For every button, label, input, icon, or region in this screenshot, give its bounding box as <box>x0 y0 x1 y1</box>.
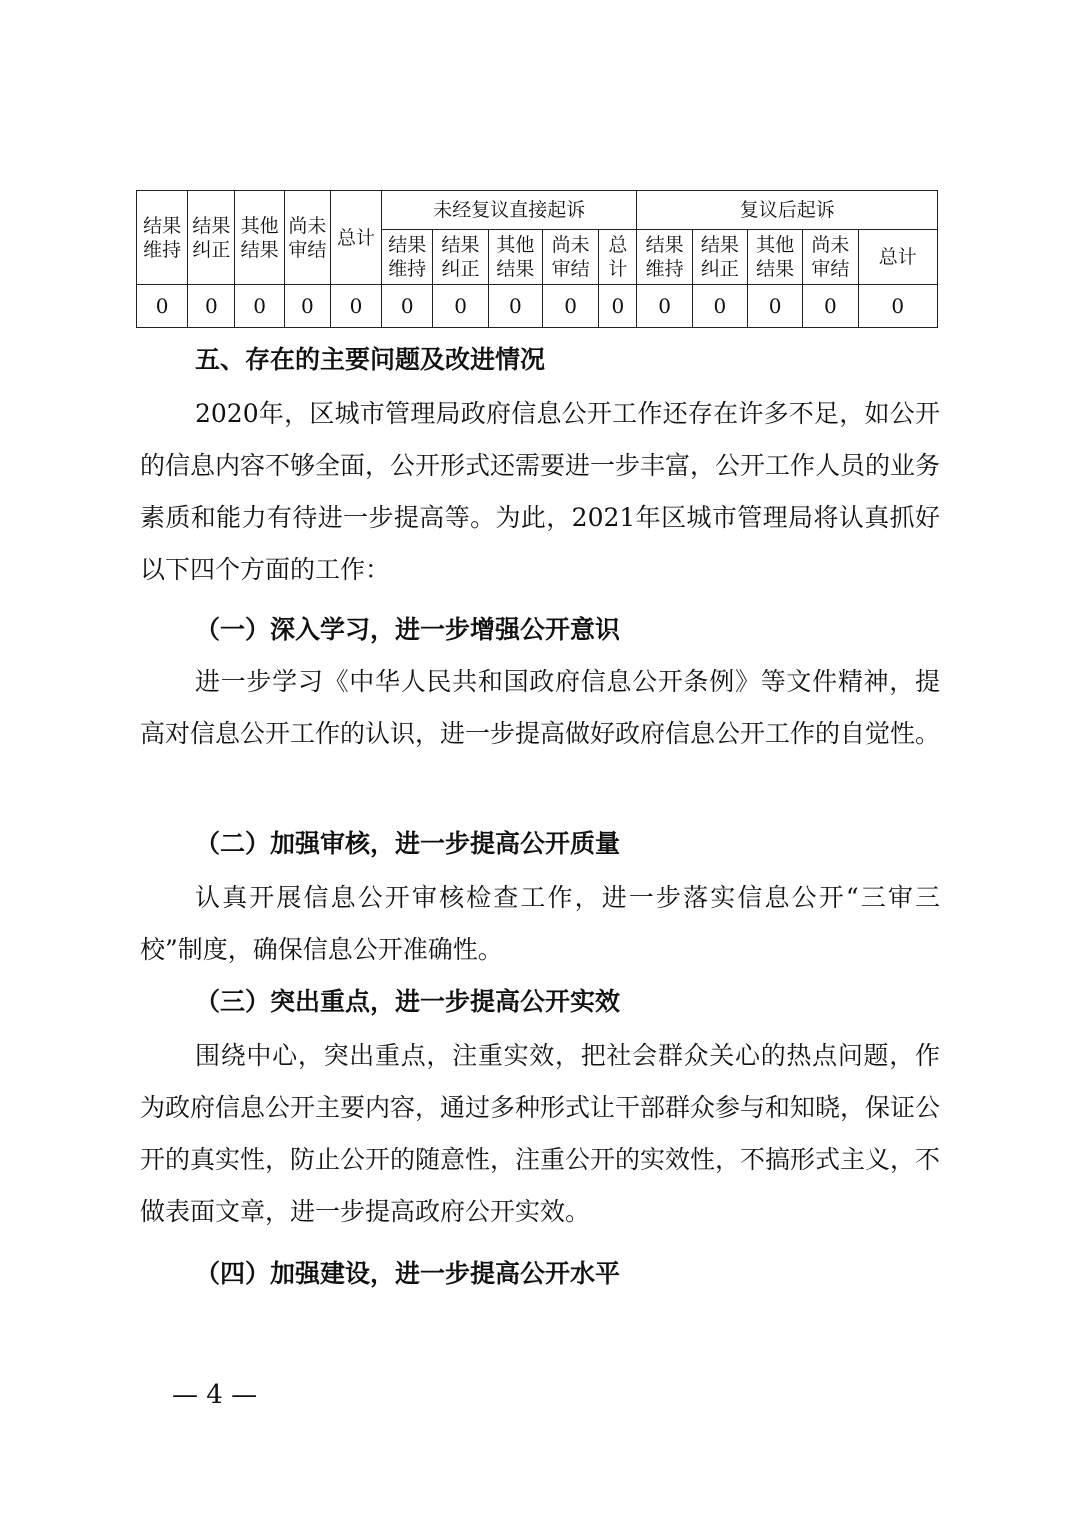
subheading-3: （三）突出重点，进一步提高公开实效 <box>195 987 621 1016</box>
litigation-stats-table <box>136 190 938 328</box>
header-cell: 其他结果 <box>235 191 284 285</box>
subheader-cell: 总计 <box>599 230 637 285</box>
value-cell: 0 <box>692 285 747 328</box>
subheading-2: （二）加强审核，进一步提高公开质量 <box>195 829 621 858</box>
group-header-direct: 未经复议直接起诉 <box>382 191 637 230</box>
subheader-cell: 结果维持 <box>637 230 692 285</box>
header-cell: 结果纠正 <box>188 191 235 285</box>
value-cell: 0 <box>637 285 692 328</box>
header-cell: 总计 <box>330 191 381 285</box>
value-cell: 0 <box>235 285 284 328</box>
group-header-after-review: 复议后起诉 <box>637 191 938 230</box>
subheader-cell: 总计 <box>858 230 937 285</box>
value-cell: 0 <box>433 285 488 328</box>
value-cell: 0 <box>330 285 381 328</box>
value-cell: 0 <box>188 285 235 328</box>
subheader-cell: 其他结果 <box>488 230 542 285</box>
subheader-cell: 结果纠正 <box>692 230 747 285</box>
value-cell: 0 <box>382 285 433 328</box>
value-cell: 0 <box>599 285 637 328</box>
header-cell: 结果维持 <box>137 191 188 285</box>
value-cell: 0 <box>747 285 802 328</box>
section-heading: 五、存在的主要问题及改进情况 <box>195 345 546 374</box>
header-cell: 尚未审结 <box>284 191 330 285</box>
subheader-cell: 尚未审结 <box>803 230 858 285</box>
subheading-4: （四）加强建设，进一步提高公开水平 <box>195 1259 621 1288</box>
paragraph-3: 围绕中心，突出重点，注重实效，把社会群众关心的热点问题，作为政府信息公开主要内容，通过多种形式让干部群众参与和知晓，保证公开的真实性，防止公开的随意性，注重公开的实效性，不搞形式主义，不做表面文章，进一步提高政府公开实效。 <box>140 1041 941 1226</box>
value-cell: 0 <box>137 285 188 328</box>
subheader-cell: 结果纠正 <box>433 230 488 285</box>
subheader-cell: 其他结果 <box>747 230 802 285</box>
value-cell: 0 <box>284 285 330 328</box>
page-number: — 4 — <box>172 1380 258 1410</box>
paragraph-2: 认真开展信息公开审核检查工作，进一步落实信息公开“三审三校”制度，确保信息公开准确性。 <box>140 883 940 964</box>
paragraph-1: 进一步学习《中华人民共和国政府信息公开条例》等文件精神，提高对信息公开工作的认识，进一步提高做好政府信息公开工作的自觉性。 <box>140 667 941 748</box>
value-cell: 0 <box>803 285 858 328</box>
value-cell: 0 <box>542 285 598 328</box>
value-cell: 0 <box>488 285 542 328</box>
subheader-cell: 结果维持 <box>382 230 433 285</box>
value-cell: 0 <box>858 285 937 328</box>
subheading-1: （一）深入学习，进一步增强公开意识 <box>195 615 621 644</box>
subheader-cell: 尚未审结 <box>542 230 598 285</box>
intro-paragraph: 2020年，区城市管理局政府信息公开工作还存在许多不足，如公开的信息内容不够全面，公开形式还需要进一步丰富，公开工作人员的业务素质和能力有待进一步提高等。为此，2021年区城市管理局将认真抓好以下四个方面的工作： <box>140 399 941 584</box>
